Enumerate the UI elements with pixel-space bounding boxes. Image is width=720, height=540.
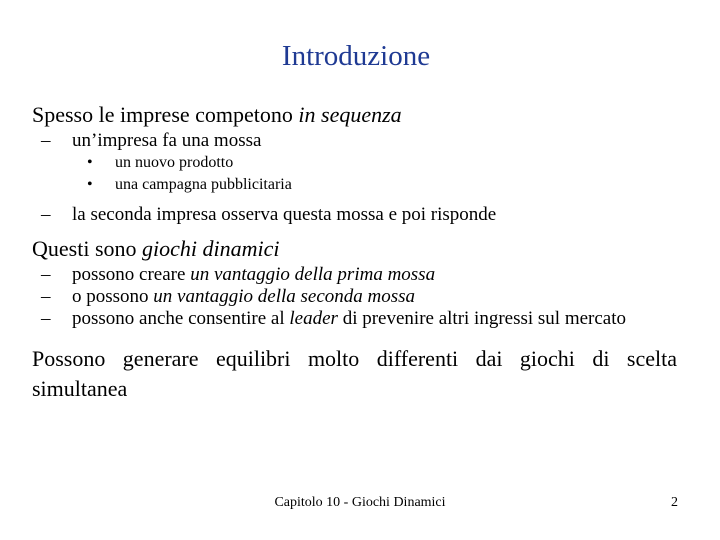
- sub-bullet-text: un’impresa fa una mossa: [72, 130, 262, 151]
- dash-marker: –: [41, 286, 51, 307]
- paragraph-equilibria: Possono generare equilibri molto differenti dai giochi di scelta simultanea: [32, 346, 677, 401]
- example-bullet-ad-campaign: [32, 174, 677, 196]
- p1-emphasis: in sequenza: [298, 102, 402, 127]
- sub-bullet-text: possono anche consentire al: [72, 308, 290, 329]
- sub-bullet-first-move: [32, 130, 677, 152]
- page-number: 2: [671, 495, 678, 510]
- dash-marker: –: [41, 264, 51, 285]
- slide-content: [32, 100, 677, 404]
- sub-bullet-text-tail: di prevenire altri ingressi sul mercato: [337, 308, 627, 329]
- paragraph-sequential-competition: [32, 100, 677, 130]
- sub-bullet-second-mover: [32, 286, 677, 308]
- footer-chapter: Capitolo 10 - Giochi Dinamici: [274, 495, 446, 510]
- sub-bullet-text: possono creare: [72, 264, 191, 285]
- sub-bullet-leader-deterrence: [32, 308, 677, 330]
- dash-marker: –: [41, 204, 51, 225]
- sub-bullet-emphasis: un vantaggio della seconda mossa: [153, 286, 416, 307]
- sub-bullet-text: o possono: [72, 286, 154, 307]
- sub-bullet-emphasis: leader: [289, 308, 338, 329]
- example-bullet-new-product: [32, 152, 677, 174]
- example-text: un nuovo prodotto: [115, 154, 234, 171]
- sub-bullet-emphasis: un vantaggio della prima mossa: [190, 264, 436, 285]
- dash-marker: –: [41, 308, 51, 329]
- sub-bullet-first-mover: [32, 264, 677, 286]
- sub-bullet-text: la seconda impresa osserva questa mossa e poi risponde: [72, 204, 497, 225]
- bullet-marker: •: [87, 154, 93, 171]
- bullet-marker: •: [87, 176, 93, 193]
- p2-emphasis: giochi dinamici: [142, 236, 280, 261]
- slide-title: Introduzione: [281, 40, 431, 72]
- dash-marker: –: [41, 130, 51, 151]
- example-text: una campagna pubblicitaria: [115, 176, 292, 193]
- paragraph-dynamic-games: [32, 234, 677, 264]
- sub-bullet-second-firm: [32, 204, 677, 226]
- p1-text: Spesso le imprese competono: [32, 102, 299, 127]
- p2-text: Questi sono: [32, 236, 142, 261]
